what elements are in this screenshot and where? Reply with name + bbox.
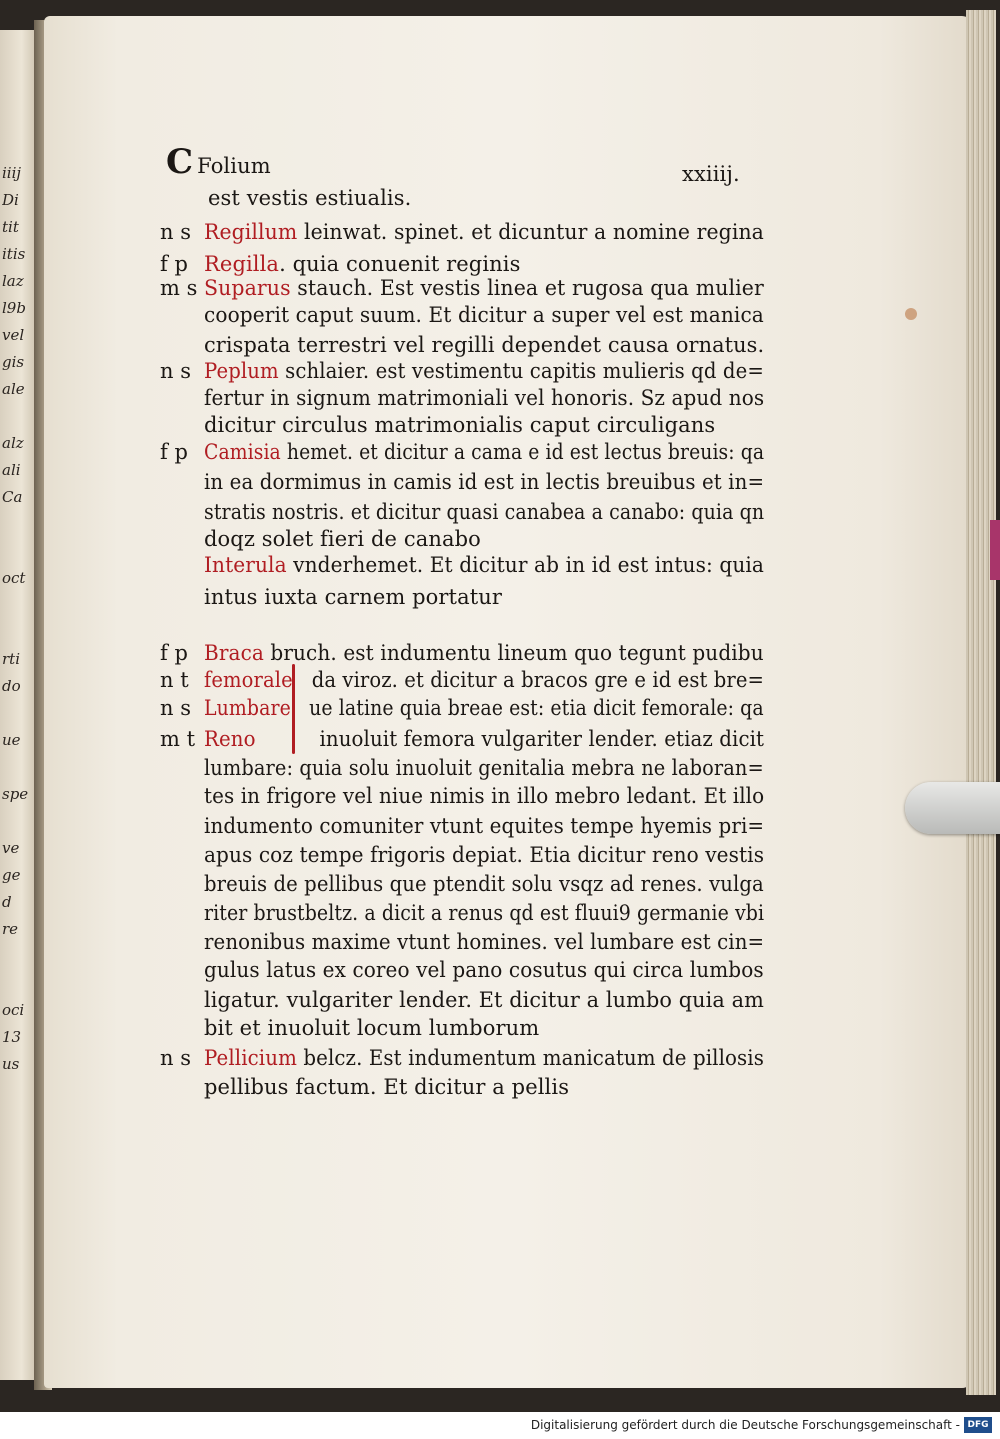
line-text: intus iuxta carnem portatur [204, 585, 503, 609]
line-text: hemet. et dicitur a cama e id est lectus breuis: qa [280, 440, 765, 464]
headword: femorale [204, 668, 293, 692]
line-text: . quia conuenit reginis [279, 252, 521, 276]
headword: Reno [204, 727, 256, 751]
foxing-stain [905, 308, 917, 320]
line-text: in ea dormimus in camis id est in lectis breuibus et in= [204, 470, 765, 494]
headword: Regillum [204, 220, 298, 244]
text-line [204, 668, 764, 692]
headword: Camisia [204, 440, 281, 464]
text-line [204, 553, 764, 577]
text-line [204, 696, 764, 720]
line-text: ue latine quia breae est: etia dicit femorale: qa [290, 696, 764, 720]
text-line [204, 872, 764, 896]
line-text: schlaier. est vestimentu capitis mulieris qd de= [278, 359, 764, 383]
line-text: fertur in signum matrimoniali vel honoris. Sz apud nos [204, 386, 765, 410]
line-text: tes in frigore vel niue nimis in illo mebro ledant. Et illo [204, 784, 765, 808]
headword: Pellicium [204, 1046, 297, 1070]
text-line [204, 1075, 569, 1099]
line-text: bruch. est indumentu lineum quo tegunt pudibu [263, 641, 764, 665]
text-line [204, 440, 764, 464]
dfg-logo: DFG [964, 1417, 992, 1433]
line-text: renonibus maxime vtunt homines. vel lumbare est cin= [204, 930, 765, 954]
page-stack-edge [966, 10, 996, 1395]
running-header [166, 142, 271, 182]
line-text: vnderhemet. Et dicitur ab in id est intus: quia [286, 553, 765, 577]
headword: Peplum [204, 359, 279, 383]
text-line [204, 527, 481, 551]
text-line [204, 784, 764, 808]
line-text: leinwat. spinet. et dicuntur a nomine regina [297, 220, 764, 244]
grammar-tag: n s [160, 696, 191, 720]
grammar-tag: f p [160, 252, 188, 276]
text-line [204, 814, 764, 838]
text-line [204, 585, 502, 609]
text-line [204, 641, 764, 665]
pilcrow-icon: C [166, 142, 194, 182]
grammar-tag: n t [160, 668, 189, 692]
line-text: dicitur circulus matrimonialis caput circuligans [204, 413, 716, 437]
line-text: crispata terrestri vel regilli dependet causa ornatus. [204, 333, 765, 357]
line-text: stratis nostris. et dicitur quasi canabea a canabo: quia qn [204, 500, 765, 524]
text-line [204, 843, 764, 867]
text-line [204, 988, 764, 1012]
line-text: apus coz tempe frigoris depiat. Etia dicitur reno vestis [204, 843, 765, 867]
line-text: belcz. Est indumentum manicatum de pillosis [296, 1046, 764, 1070]
text-line [204, 359, 764, 383]
grammar-tag: n s [160, 1046, 191, 1070]
text-line [204, 413, 715, 437]
text-line [204, 1046, 764, 1070]
line-text: indumento comuniter vtunt equites tempe hyemis pri= [204, 814, 765, 838]
text-line [204, 276, 764, 300]
line-text: riter brustbeltz. a dicit a renus qd est fluui9 germanie vbi [204, 901, 765, 925]
text-line [204, 303, 764, 327]
line-text: gulus latus ex coreo vel pano cosutus qui circa lumbos [204, 958, 764, 982]
grammar-tag: n s [160, 359, 191, 383]
text-line [204, 756, 764, 780]
line-text: stauch. Est vestis linea et rugosa qua mulier [290, 276, 764, 300]
grammar-tag: f p [160, 641, 188, 665]
text-line [204, 930, 764, 954]
line-text: cooperit caput suum. Et dicitur a super vel est manica [204, 303, 764, 327]
left-margin-fragments: iiij Di tit itis laz l9b vel gis ale alz ali Ca oct rti do ue spe ve ge d re oci 13 us [2, 164, 29, 1073]
footer-bar [0, 1412, 1000, 1439]
page-clip [905, 782, 1000, 834]
line-text: pellibus factum. Et dicitur a pellis [204, 1075, 570, 1099]
grammar-tag: f p [160, 440, 188, 464]
line-text: bit et inuoluit locum lumborum [204, 1016, 540, 1040]
grammar-tag: n s [160, 220, 191, 244]
text-line [204, 220, 764, 244]
text-line [204, 470, 764, 494]
left-page-edge [0, 30, 36, 1380]
folio-number: xxiiij. [682, 162, 740, 186]
headword: Regilla [204, 252, 280, 276]
text-line [204, 1016, 539, 1040]
line-text: lumbare: quia solu inuoluit genitalia mebra ne laboran= [204, 756, 764, 780]
grammar-tag: m s [160, 276, 198, 300]
text-line [204, 958, 764, 982]
text-line [204, 333, 764, 357]
line-text: ligatur. vulgariter lender. Et dicitur a lumbo quia am [204, 988, 764, 1012]
bookmark-ribbon [990, 520, 1000, 580]
line-text: est vestis estiualis. [208, 186, 412, 210]
grammar-tag: m t [160, 727, 196, 751]
line-text: doqz solet fieri de canabo [204, 527, 481, 551]
text-line [208, 186, 411, 210]
line-text: da viroz. et dicitur a bracos gre e id est bre= [292, 668, 765, 692]
headword: Braca [204, 641, 264, 665]
headword: Interula [204, 553, 287, 577]
line-text: inuoluit femora vulgariter lender. etiaz dicit [255, 727, 765, 751]
headword: Lumbare [204, 696, 291, 720]
headword: Suparus [204, 276, 291, 300]
footer-text: Digitalisierung gefördert durch die Deutsche Forschungsgemeinschaft - [530, 1418, 960, 1432]
line-text: breuis de pellibus que ptendit solu vsqz ad renes. vulga [204, 872, 764, 896]
text-line [204, 500, 764, 524]
text-line [204, 252, 520, 276]
text-line [204, 727, 764, 751]
header-title: Folium [197, 154, 271, 178]
text-line [204, 386, 764, 410]
text-line [204, 901, 764, 925]
